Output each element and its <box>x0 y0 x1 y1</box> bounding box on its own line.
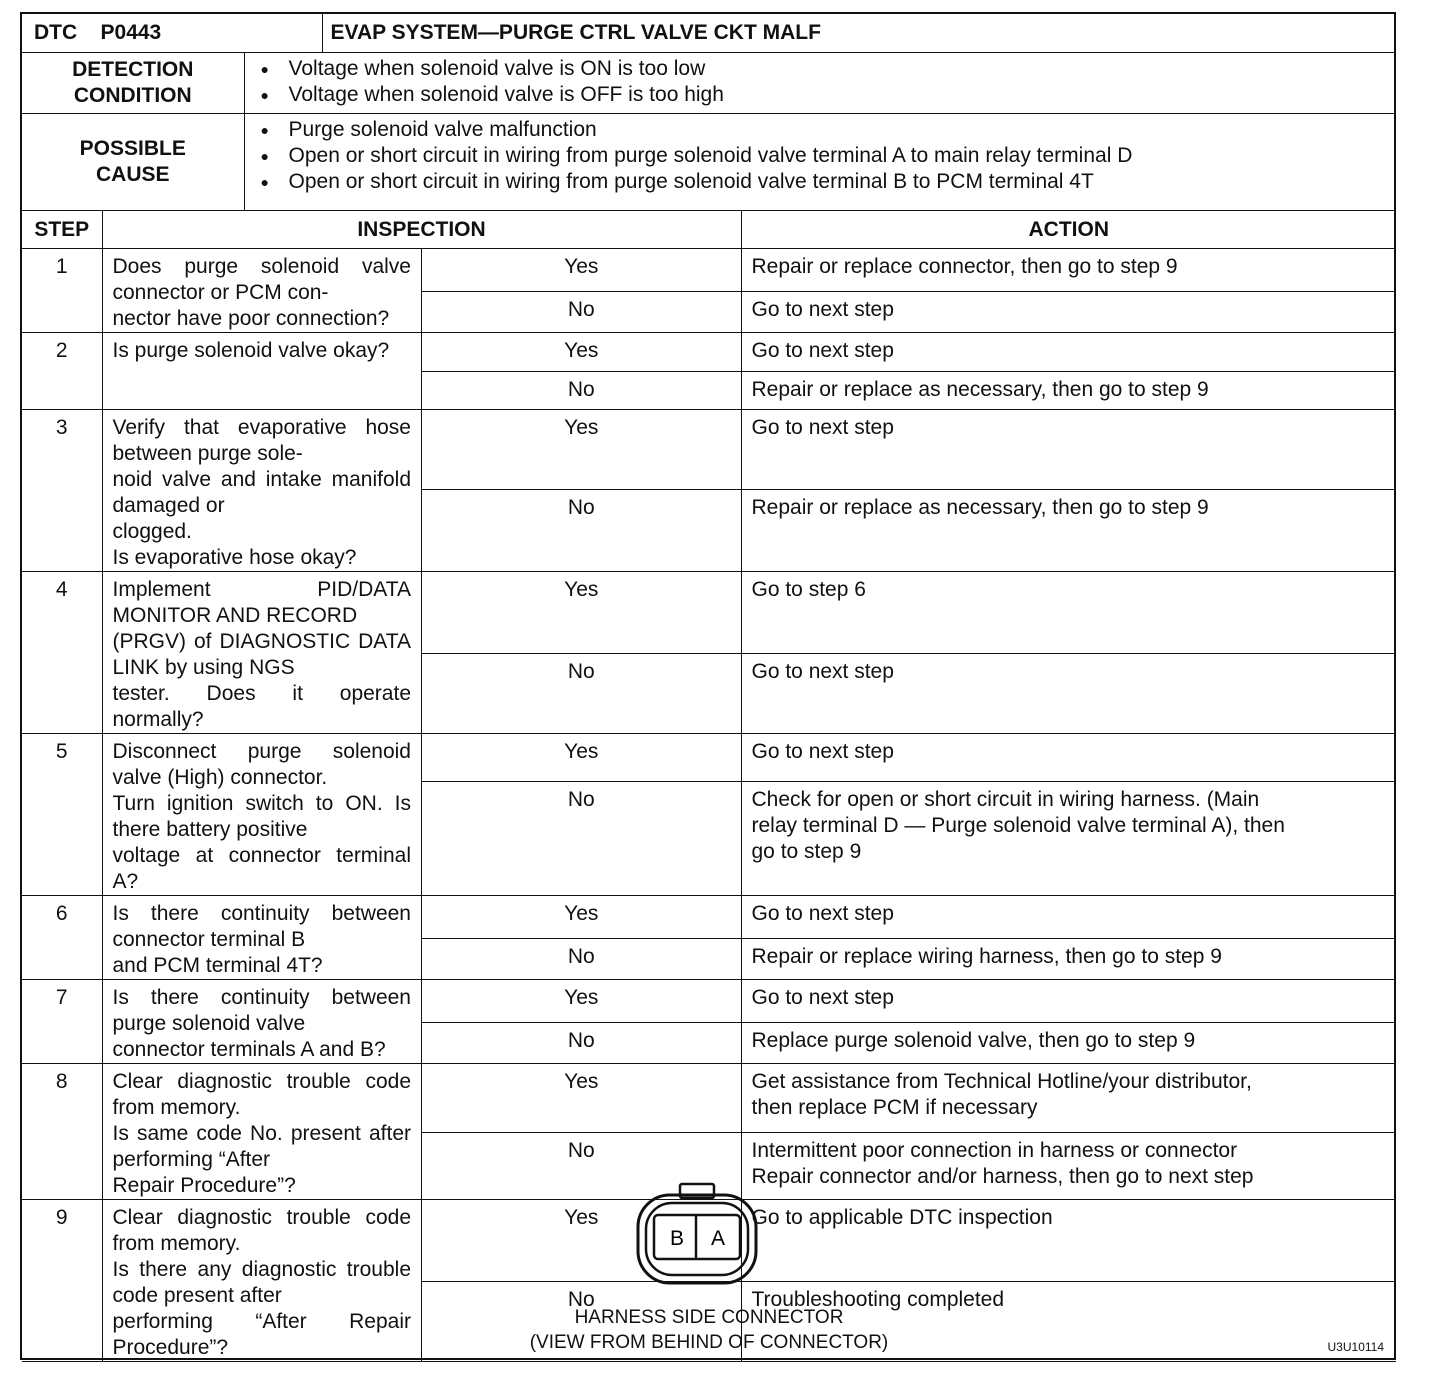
detection-label: DETECTION CONDITION <box>22 53 244 114</box>
step-inspection: Verify that evaporative hose between purge sole- noid valve and intake manifold damaged or clogged. Is evaporative hose okay? <box>102 410 422 572</box>
yes-action: Repair or replace connector, then go to step 9 <box>741 249 1396 292</box>
yes-action: Go to applicable DTC inspection <box>741 1200 1396 1282</box>
yes-action: Go to next step <box>741 333 1396 372</box>
no-action: Repair or replace as necessary, then go to step 9 <box>741 372 1396 410</box>
dtc-label: DTC <box>34 20 78 44</box>
no-label: No <box>422 1133 742 1200</box>
yes-label: Yes <box>422 249 742 292</box>
step-inspection: Is there continuity between purge solenoid valve connector terminals A and B? <box>102 980 422 1064</box>
no-label: No <box>422 1022 742 1063</box>
terminal-b-label: B <box>669 1227 685 1250</box>
no-label: No <box>422 938 742 979</box>
no-action: Repair or replace as necessary, then go to step 9 <box>741 490 1396 572</box>
step-row <box>22 980 1396 1023</box>
action-header: ACTION <box>741 211 1396 249</box>
yes-action: Get assistance from Technical Hotline/your distributor, then replace PCM if necessary <box>741 1064 1396 1133</box>
yes-action: Go to next step <box>741 410 1396 490</box>
no-action: Go to next step <box>741 653 1396 733</box>
step-number: 3 <box>22 410 102 572</box>
connector-caption-note: (VIEW FROM BEHIND OF CONNECTOR) <box>529 1332 889 1353</box>
figure-reference-code: U3U10114 <box>1327 1340 1384 1354</box>
step-number: 4 <box>22 572 102 734</box>
dtc-title: EVAP SYSTEM—PURGE CTRL VALVE CKT MALF <box>322 14 1396 52</box>
step-number: 5 <box>22 734 102 896</box>
no-label: No <box>422 372 742 410</box>
possible-causes <box>244 114 1396 211</box>
no-label: No <box>422 291 742 332</box>
step-row <box>22 410 1396 490</box>
step-row <box>22 1064 1396 1133</box>
no-action: Repair or replace wiring harness, then go to step 9 <box>741 938 1396 979</box>
yes-label: Yes <box>422 333 742 372</box>
step-inspection: Is there continuity between connector terminal B and PCM terminal 4T? <box>102 896 422 980</box>
connector-figure <box>22 1126 1396 1360</box>
dtc-code: P0443 <box>100 20 162 44</box>
detection-item: ● Voltage when solenoid valve is ON is too low <box>261 56 1397 82</box>
cause-item: ● Open or short circuit in wiring from purge solenoid valve terminal A to main relay terminal D <box>261 143 1397 169</box>
no-action: Replace purge solenoid valve, then go to step 9 <box>741 1022 1396 1063</box>
step-inspection: Clear diagnostic trouble code from memory. Is same code No. present after performing “After Repair Procedure”? <box>102 1064 422 1200</box>
yes-label: Yes <box>422 572 742 654</box>
terminal-a-label: A <box>710 1227 726 1250</box>
step-number: 1 <box>22 249 102 333</box>
inspection-header: INSPECTION <box>102 211 741 249</box>
yes-label: Yes <box>422 980 742 1023</box>
detection-item: ● Voltage when solenoid valve is OFF is too high <box>261 82 1397 108</box>
step-row <box>22 896 1396 939</box>
no-label: No <box>422 1281 742 1361</box>
step-number: 6 <box>22 896 102 980</box>
cause-item: ● Open or short circuit in wiring from purge solenoid valve terminal B to PCM terminal 4T <box>261 169 1397 195</box>
yes-action: Go to next step <box>741 896 1396 939</box>
harness-connector-diagram <box>632 1181 762 1291</box>
step-inspection: Does purge solenoid valve connector or PCM con- nector have poor connection? <box>102 249 422 333</box>
no-action: Intermittent poor connection in harness or connector Repair connector and/or harness, then go to next step <box>741 1133 1396 1200</box>
cause-label: POSSIBLE CAUSE <box>22 114 244 211</box>
step-number: 7 <box>22 980 102 1064</box>
no-action: Troubleshooting completed <box>741 1281 1396 1361</box>
step-inspection: Implement PID/DATA MONITOR AND RECORD (PRGV) of DIAGNOSTIC DATA LINK by using NGS tester. Does it operate normally? <box>102 572 422 734</box>
yes-action: Go to next step <box>741 980 1396 1023</box>
dtc-sheet <box>20 12 1396 1360</box>
no-label: No <box>422 782 742 896</box>
no-label: No <box>422 653 742 733</box>
no-action: Check for open or short circuit in wiring harness. (Main relay terminal D — Purge solenoid valve terminal A), then go to step 9 <box>741 782 1396 896</box>
cause-item: ● Purge solenoid valve malfunction <box>261 117 1397 143</box>
step-number: 2 <box>22 333 102 410</box>
detection-conditions <box>244 53 1396 114</box>
step-row <box>22 249 1396 292</box>
step-row <box>22 572 1396 654</box>
yes-action: Go to next step <box>741 734 1396 782</box>
yes-action: Go to step 6 <box>741 572 1396 654</box>
step-inspection: Clear diagnostic trouble code from memory. Is there any diagnostic trouble code present after performing “After Repair Procedure”? <box>102 1200 422 1362</box>
dtc-code-cell <box>22 14 322 52</box>
step-row <box>22 333 1396 372</box>
yes-label: Yes <box>422 1064 742 1133</box>
yes-label: Yes <box>422 896 742 939</box>
yes-label: Yes <box>422 410 742 490</box>
connector-caption: HARNESS SIDE CONNECTOR <box>574 1307 844 1328</box>
step-row <box>22 734 1396 782</box>
no-action: Go to next step <box>741 291 1396 332</box>
step-inspection: Is purge solenoid valve okay? <box>102 333 422 410</box>
step-number: 8 <box>22 1064 102 1200</box>
yes-label: Yes <box>422 734 742 782</box>
step-inspection: Disconnect purge solenoid valve (High) connector. Turn ignition switch to ON. Is there battery positive voltage at connector terminal A? <box>102 734 422 896</box>
dtc-header <box>22 14 1396 53</box>
step-header: STEP <box>22 211 102 249</box>
condition-cause-table <box>22 52 1396 211</box>
yes-label: Yes <box>422 1200 742 1282</box>
no-label: No <box>422 490 742 572</box>
step-number: 9 <box>22 1200 102 1362</box>
